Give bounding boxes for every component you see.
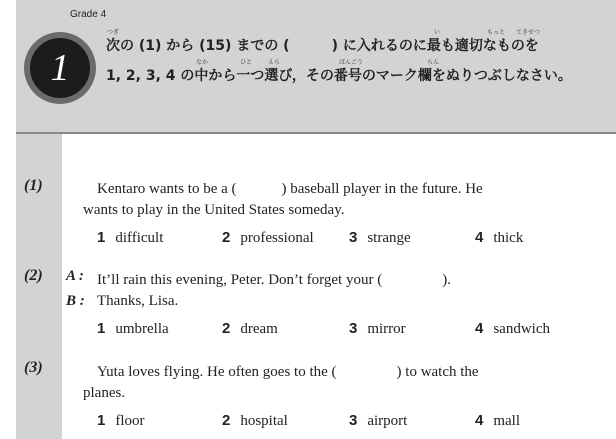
ruby-bangou: ばんごう: [339, 59, 364, 66]
option-number: 4: [475, 229, 484, 246]
answer-option[interactable]: [475, 412, 520, 430]
ruby-tekisetsu: てきせつ: [516, 29, 541, 36]
option-number: 4: [475, 412, 484, 429]
speaker-label: B :: [66, 293, 85, 309]
ruby-motto: もっと: [487, 29, 506, 36]
question-number: (1): [24, 177, 43, 194]
answer-option[interactable]: [349, 229, 411, 247]
option-text: umbrella: [115, 321, 169, 337]
option-number: 2: [222, 412, 231, 429]
instruction-line-1: 次の (1) から (15) までの ( ) に入れるのに最も適切なものを: [106, 38, 539, 54]
answer-option[interactable]: [475, 320, 550, 338]
answer-option[interactable]: [222, 412, 288, 430]
option-number: 2: [222, 320, 231, 337]
option-text: hospital: [240, 413, 288, 429]
answer-option[interactable]: [222, 229, 314, 247]
ruby-hito: ひと: [240, 59, 253, 66]
ruby-tsugi: つぎ: [107, 29, 120, 36]
question-number: (2): [24, 267, 43, 284]
option-number: 1: [97, 229, 106, 246]
answer-option[interactable]: [349, 320, 406, 338]
question-number: (3): [24, 359, 43, 376]
ruby-ran: らん: [427, 59, 440, 66]
question-text-line: planes.: [83, 385, 126, 401]
option-text: floor: [115, 413, 145, 429]
option-text: professional: [240, 230, 314, 246]
ruby-naka: なか: [196, 59, 209, 66]
option-text: strange: [367, 230, 411, 246]
dialogue-line: Thanks, Lisa.: [97, 293, 179, 309]
ruby-era: えら: [268, 59, 281, 66]
option-text: thick: [493, 230, 524, 246]
speaker-label: A :: [66, 268, 84, 284]
answer-option[interactable]: [97, 320, 169, 338]
option-number: 3: [349, 320, 358, 337]
option-number: 3: [349, 412, 358, 429]
option-text: sandwich: [493, 321, 550, 337]
option-number: 2: [222, 229, 231, 246]
answer-option[interactable]: [97, 412, 145, 430]
section-number-badge: [24, 32, 96, 104]
answer-option[interactable]: [475, 229, 523, 247]
question-text-line: wants to play in the United States someday.: [83, 202, 345, 218]
ruby-i: い: [434, 29, 441, 36]
question-text-line: Kentaro wants to be a ( ) baseball player in the future. He: [97, 181, 483, 197]
option-text: dream: [240, 321, 278, 337]
header-divider: [16, 132, 616, 134]
option-text: mirror: [367, 321, 406, 337]
option-number: 1: [97, 320, 106, 337]
option-number: 3: [349, 229, 358, 246]
answer-option[interactable]: [222, 320, 278, 338]
section-number: 1: [30, 38, 90, 98]
option-text: difficult: [115, 230, 164, 246]
instruction-line-2: 1, 2, 3, 4 の中から一つ選び，その番号のマーク欄をぬりつぶしなさい。: [106, 68, 572, 84]
answer-option[interactable]: [349, 412, 407, 430]
option-number: 4: [475, 320, 484, 337]
grade-label: Grade 4: [70, 9, 107, 20]
option-text: airport: [367, 413, 408, 429]
dialogue-line: It’ll rain this evening, Peter. Don’t forget your ( ).: [97, 272, 451, 288]
option-number: 1: [97, 412, 106, 429]
option-text: mall: [493, 413, 521, 429]
answer-option[interactable]: [97, 229, 163, 247]
question-text-line: Yuta loves flying. He often goes to the ( ) to watch the: [97, 364, 479, 380]
